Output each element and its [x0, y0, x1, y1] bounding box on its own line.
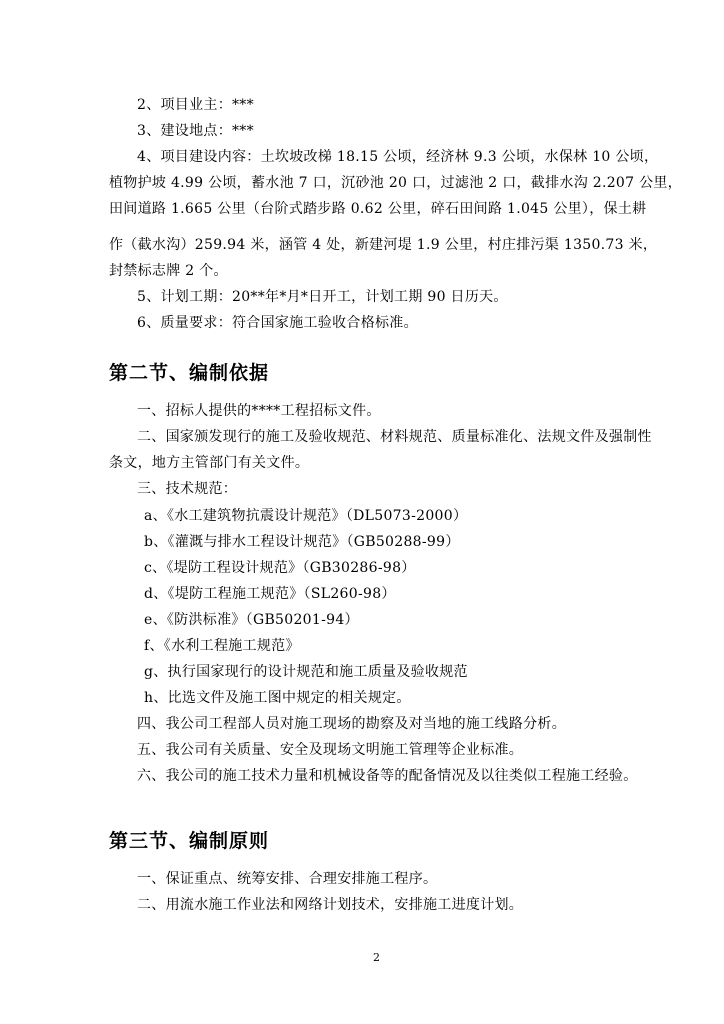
spec-list-item: b、《灌溉与排水工程设计规范》（GB50288-99） [144, 534, 460, 550]
project-content-line: 作（截水沟）259.94 米，涵管 4 处，新建河堤 1.9 公里，村庄排污渠 1350.73 米， [109, 237, 658, 253]
spec-list-item: a、《水工建筑物抗震设计规范》（DL5073-2000） [144, 508, 468, 524]
basis-item: 四、我公司工程部人员对施工现场的勘察及对当地的施工线路分析。 [137, 716, 566, 732]
basis-item: 六、我公司的施工技术力量和机械设备等的配备情况及以往类似工程施工经验。 [137, 768, 638, 784]
project-location: 3、建设地点：*** [137, 123, 254, 139]
project-schedule: 5、计划工期：20**年*月*日开工，计划工期 90 日历天。 [137, 289, 508, 305]
section-heading: 第二节、编制依据 [109, 362, 270, 384]
spec-list-item: g、执行国家现行的设计规范和施工质量及验收规范 [144, 664, 468, 680]
project-content-line: 封禁标志牌 2 个。 [109, 263, 228, 279]
spec-list-item: f、《水利工程施工规范》 [144, 638, 300, 654]
principle-item: 一、保证重点、统筹安排、合理安排施工程序。 [137, 871, 438, 887]
basis-item: 三、技术规范： [137, 481, 238, 497]
basis-item: 二、国家颁发现行的施工及验收规范、材料规范、质量标准化、法规文件及强制性 [137, 429, 652, 445]
spec-list-item: d、《堤防工程施工规范》（SL260-98） [144, 586, 396, 602]
basis-item-continuation: 条文，地方主管部门有关文件。 [109, 455, 310, 471]
spec-list-item: e、《防洪标准》（GB50201-94） [144, 612, 359, 628]
basis-item: 一、招标人提供的****工程招标文件。 [137, 403, 381, 419]
basis-item: 五、我公司有关质量、安全及现场文明施工管理等企业标准。 [137, 742, 524, 758]
project-content-line: 植物护坡 4.99 公顷，蓄水池 7 口，沉砂池 20 口，过滤池 2 口，截排水沟 2.207 公里， [109, 175, 682, 191]
spec-list-item: h、比选文件及施工图中规定的相关规定。 [144, 690, 411, 706]
project-owner: 2、项目业主：*** [137, 97, 254, 113]
section-heading: 第三节、编制原则 [109, 830, 270, 852]
project-content-line: 4、项目建设内容：土坎坡改梯 18.15 公顷，经济林 9.3 公顷，水保林 10 公顷， [137, 149, 659, 165]
project-content-line: 田间道路 1.665 公里（台阶式踏步路 0.62 公里，碎石田间路 1.045 公里），保土耕 [109, 201, 647, 217]
page-number: 2 [373, 951, 380, 964]
principle-item: 二、用流水施工作业法和网络计划技术，安排施工进度计划。 [137, 897, 524, 913]
spec-list-item: c、《堤防工程设计规范》（GB30286-98） [144, 560, 416, 576]
project-quality: 6、质量要求：符合国家施工验收合格标准。 [137, 315, 418, 331]
